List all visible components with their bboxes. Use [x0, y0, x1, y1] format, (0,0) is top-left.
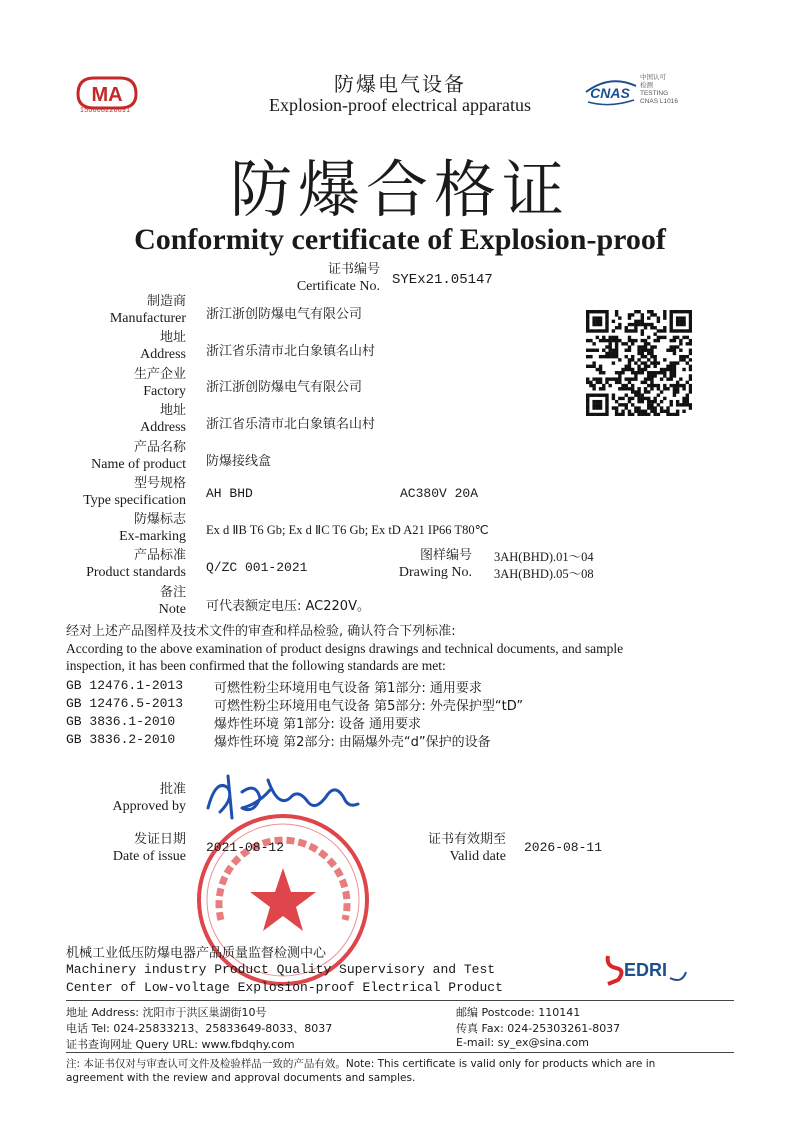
- standard-desc: 爆炸性环境 第2部分: 由隔爆外壳“d”保护的设备: [214, 735, 491, 750]
- factory-address-value: 浙江省乐清市北白象镇名山村: [206, 417, 376, 432]
- standard-code: GB 12476.5-2013: [66, 696, 184, 711]
- manufacturer-label: 制造商 Manufacturer: [109, 294, 186, 326]
- issue-date-label: 发证日期 Date of issue: [112, 832, 186, 864]
- certificate-title-cn: 防爆合格证: [229, 153, 570, 226]
- rating-value: AC380V 20A: [400, 486, 479, 501]
- product-standards-label: 产品标准 Product standards: [86, 548, 186, 580]
- drawing-no-values: 3AH(BHD).01～04 3AH(BHD).05～08: [494, 550, 594, 581]
- certificate-title-en: Conformity certificate of Explosion-proof: [134, 223, 666, 256]
- factory-value: 浙江浙创防爆电气有限公司: [206, 380, 363, 395]
- standard-code: GB 3836.1-2010: [66, 714, 176, 729]
- ex-marking-value: Ex d ⅡB T6 Gb; Ex d ⅡC T6 Gb; Ex tD A21 IP66 T80℃: [206, 523, 489, 537]
- apparatus-title-en: Explosion-proof electrical apparatus: [269, 95, 531, 115]
- center-name-en-line2: Center of Low-voltage Explosion-proof Electrical Product: [66, 980, 503, 995]
- certificate-no-value: SYEx21.05147: [392, 272, 493, 288]
- type-spec-value: AH BHD: [206, 486, 253, 501]
- issue-date-value: 2021-08-12: [206, 840, 285, 855]
- standard-desc: 可燃性粉尘环境用电气设备 第1部分: 通用要求: [214, 681, 482, 696]
- standard-code: GB 3836.2-2010: [66, 732, 176, 747]
- cma-number: 150008220691: [80, 107, 131, 114]
- drawing-no-label: 图样编号 Drawing No.: [398, 548, 472, 580]
- product-name-value: 防爆接线盒: [206, 454, 272, 469]
- svg-text:MA: MA: [91, 84, 123, 106]
- factory-address-label: 地址 Address: [140, 403, 186, 435]
- standard-desc: 可燃性粉尘环境用电气设备 第5部分: 外壳保护型“tD”: [214, 699, 524, 714]
- statement-cn: 经对上述产品图样及技术文件的审查和样品检验, 确认符合下列标准:: [66, 624, 456, 639]
- type-spec-label: 型号规格 Type specification: [83, 476, 186, 508]
- address-value: 浙江省乐清市北白象镇名山村: [206, 344, 376, 359]
- footer-address: 地址 Address: 沈阳市于洪区巢湖街10号: [66, 1006, 267, 1019]
- note-value: 可代表额定电压: AC220V。: [206, 599, 370, 614]
- note-label: 备注 Note: [158, 585, 186, 617]
- approved-by-label: 批准 Approved by: [112, 782, 186, 814]
- statement-en-line1: According to the above examination of product designs drawings and technical documents, and sample: [66, 641, 624, 656]
- footer-note-line2: agreement with the review and approval documents and samples.: [66, 1072, 416, 1084]
- sedri-logo: [604, 948, 690, 988]
- product-standards-value: Q/ZC 001-2021: [206, 560, 308, 575]
- statement-en-line2: inspection, it has been confirmed that the following standards are met:: [66, 658, 446, 673]
- footer-tel: 电话 Tel: 024-25833213、25833649-8033、8037: [66, 1022, 333, 1035]
- footer-fax: 传真 Fax: 024-25303261-8037: [456, 1022, 621, 1035]
- cnas-logo: [580, 74, 640, 108]
- footer-query-url: 证书查询网址 Query URL: www.fbdqhy.com: [66, 1038, 295, 1051]
- standard-desc: 爆炸性环境 第1部分: 设备 通用要求: [214, 717, 422, 732]
- center-name-cn: 机械工业低压防爆电器产品质量监督检测中心: [66, 946, 327, 961]
- valid-date-label: 证书有效期至 Valid date: [427, 832, 506, 864]
- standard-code: GB 12476.1-2013: [66, 678, 184, 693]
- cnas-accreditation-text: 中国认可 检测 TESTING CNAS L1016: [640, 74, 678, 105]
- certificate-no-label: 证书编号 Certificate No.: [296, 262, 380, 294]
- apparatus-title-cn: 防爆电气设备: [334, 72, 466, 96]
- footer-note-line1: 注: 本证书仅对与审查认可文件及检验样品一致的产品有效。Note: This certificate is valid only for products which are in: [66, 1058, 656, 1070]
- svg-text:EDRI: EDRI: [624, 960, 668, 980]
- factory-label: 生产企业 Factory: [133, 367, 186, 399]
- center-name-en-line1: Machinery industry Product Quality Supervisory and Test: [66, 962, 496, 977]
- ex-marking-label: 防爆标志 Ex-marking: [119, 512, 186, 544]
- footer-postcode: 邮编 Postcode: 110141: [456, 1006, 581, 1019]
- address-label: 地址 Address: [140, 330, 186, 362]
- valid-date-value: 2026-08-11: [524, 840, 603, 855]
- qr-code: [586, 310, 692, 416]
- svg-text:CNAS: CNAS: [590, 85, 630, 101]
- divider-top: [66, 1000, 734, 1001]
- manufacturer-value: 浙江浙创防爆电气有限公司: [206, 307, 363, 322]
- product-name-label: 产品名称 Name of product: [91, 440, 186, 472]
- divider-bottom: [66, 1052, 734, 1053]
- footer-email: E-mail: sy_ex@sina.com: [456, 1036, 590, 1049]
